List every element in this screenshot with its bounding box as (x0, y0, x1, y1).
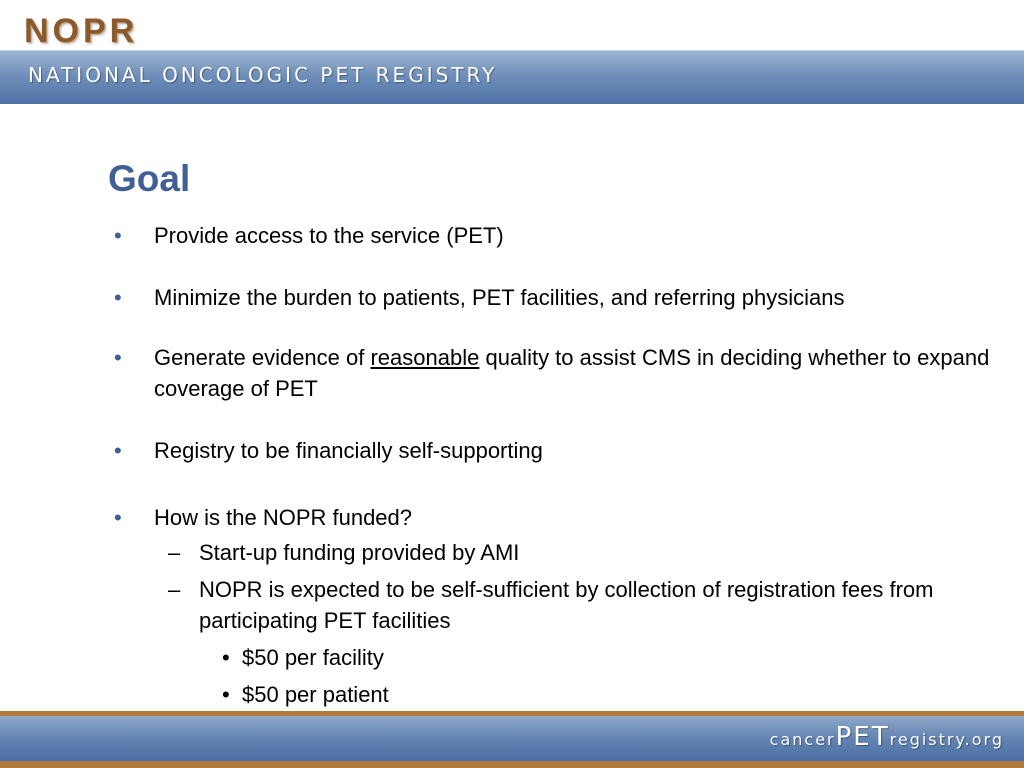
slide-title: Goal (108, 158, 191, 199)
footer-bottom-stripe (0, 761, 1024, 768)
bullet-item (110, 502, 990, 710)
bullet-item (110, 435, 990, 466)
footer-site-url (770, 722, 1004, 752)
sub-sub-bullet-item (199, 679, 990, 710)
sub-bullet-item (154, 537, 990, 568)
bullet-item (110, 282, 990, 313)
sub-sub-bullet-item (199, 642, 990, 673)
bullet-item (110, 342, 990, 404)
bullet-text: Minimize the burden to patients, PET facilities, and referring physicians (154, 285, 845, 310)
bullet-list (110, 220, 990, 716)
sub-sub-bullet-text: $50 per facility (242, 645, 384, 670)
bullet-text-start: Generate evidence of (154, 345, 371, 370)
sub-bullet-list (154, 537, 990, 710)
sub-bullet-item (154, 574, 990, 710)
sub-sub-bullet-list (199, 642, 990, 710)
bullet-text-end: quality to assist CMS in deciding whether to expand coverage of PET (154, 345, 990, 401)
sub-sub-bullet-text: $50 per patient (242, 682, 389, 707)
underlined-word: reasonable (370, 345, 480, 370)
url-part-registry: registry.org (889, 730, 1004, 749)
sub-bullet-text: Start-up funding provided by AMI (199, 540, 520, 565)
bullet-text: Registry to be financially self-supporting (154, 438, 543, 463)
sub-bullet-text: NOPR is expected to be self-sufficient by collection of registration fees from participating PET facilities (199, 577, 934, 633)
bullet-text: Provide access to the service (PET) (154, 223, 504, 248)
nopr-logo: NOPR (24, 12, 139, 50)
bullet-item (110, 220, 990, 251)
url-part-cancer: cancer (769, 730, 836, 749)
bullet-text: How is the NOPR funded? (154, 505, 413, 530)
url-part-pet: PET (835, 722, 890, 752)
header-banner-text: NATIONAL ONCOLOGIC PET REGISTRY (28, 63, 498, 87)
